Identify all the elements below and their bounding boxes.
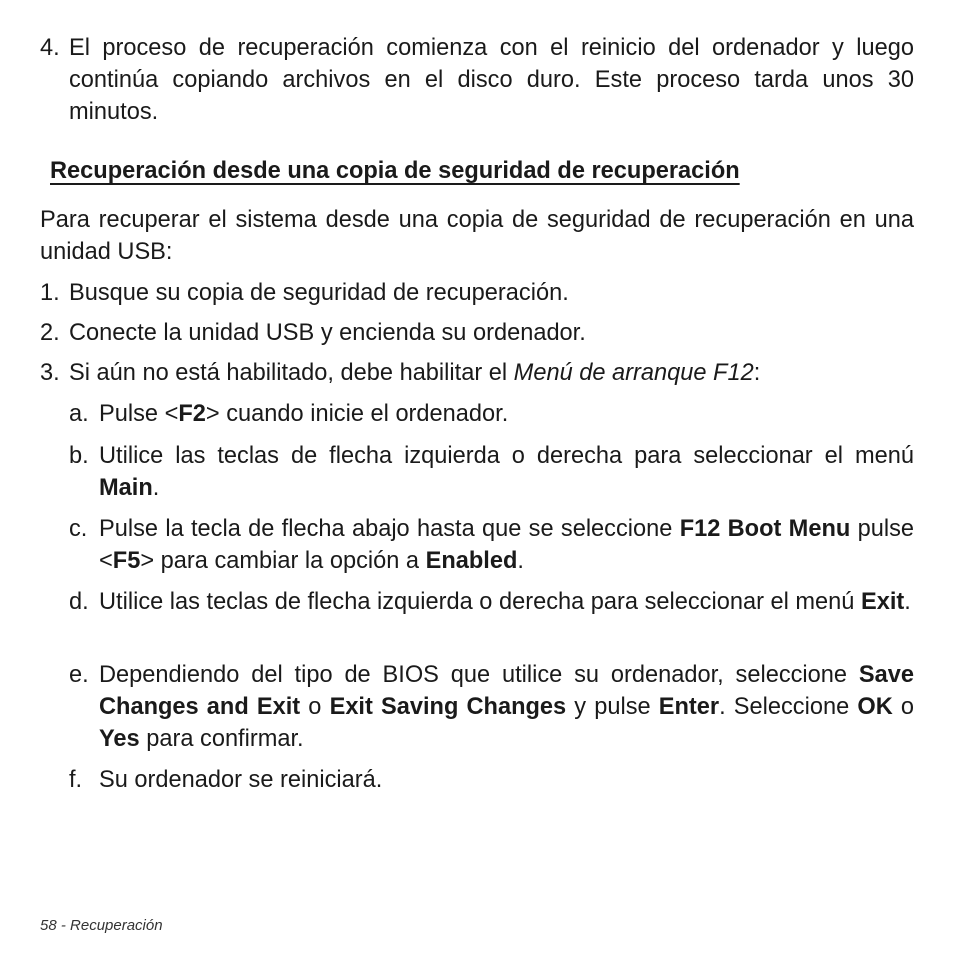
text-run: Si aún no está habilitado, debe habilitar el — [69, 360, 514, 386]
step-number: 4. — [40, 35, 60, 61]
text-run: : — [753, 360, 761, 386]
step-number: 1. — [40, 280, 60, 306]
text-run: . — [904, 589, 911, 615]
menu-name: Exit — [860, 589, 905, 615]
step-2 — [40, 317, 914, 349]
text-run: Pulse la tecla de flecha abajo hasta que se seleccione — [99, 516, 680, 542]
step-text: El proceso de recuperación comienza con el reinicio del ordenador y luego continúa copiando archivos en el disco duro. Este proceso tarda unos 30 minutos. — [69, 35, 914, 125]
substep-text — [99, 659, 914, 755]
substep-letter: d. — [69, 589, 89, 615]
option-name: Yes — [99, 726, 140, 752]
text-run: pulse < — [99, 516, 914, 574]
text-run: Pulse < — [99, 401, 179, 427]
menu-name: Main — [99, 475, 153, 501]
text-run: Dependiendo del tipo de BIOS que utilice su ordenador, seleccione — [99, 662, 859, 688]
step-text — [69, 357, 914, 389]
option-name: Save Changes and Exit — [99, 662, 914, 720]
text-run: para confirmar. — [139, 726, 304, 752]
key-name: F2 — [178, 401, 206, 427]
text-run: o — [892, 694, 915, 720]
option-value: Enabled — [425, 548, 518, 574]
section-heading: Recuperación desde una copia de seguridad de recuperación — [50, 158, 740, 184]
substep-c — [69, 513, 914, 577]
key-name: F5 — [112, 548, 141, 574]
step-number: 2. — [40, 320, 60, 346]
substep-letter: c. — [69, 516, 88, 542]
substep-letter: e. — [69, 662, 89, 688]
substep-text — [99, 440, 914, 504]
text-run: o — [300, 694, 330, 720]
substep-f — [69, 764, 914, 796]
text-run: Utilice las teclas de flecha izquierda o derecha para seleccionar el menú — [99, 443, 914, 469]
step-text: Busque su copia de seguridad de recuperación. — [69, 280, 569, 306]
substep-text — [99, 586, 914, 618]
substep-text — [99, 398, 914, 430]
substep-a — [69, 398, 914, 430]
text-run: . — [152, 475, 160, 501]
substep-text — [99, 513, 914, 577]
substep-letter: f. — [69, 767, 83, 793]
text-run: Utilice las teclas de flecha izquierda o derecha para seleccionar el menú — [99, 589, 861, 615]
text-run: > para cambiar la opción a — [140, 548, 426, 574]
text-run: y pulse — [566, 694, 659, 720]
substep-d — [69, 586, 914, 618]
substep-letter: b. — [69, 443, 89, 469]
menu-name-italic: Menú de arranque F12 — [513, 360, 754, 386]
substep-letter: a. — [69, 401, 89, 427]
step-1 — [40, 277, 914, 309]
substep-text: Su ordenador se reiniciará. — [99, 767, 383, 793]
substep-e — [69, 659, 914, 755]
step-3 — [40, 357, 914, 389]
menu-name: F12 Boot Menu — [679, 516, 851, 542]
substep-b — [69, 440, 914, 504]
text-run: . Seleccione — [719, 694, 858, 720]
step-text: Conecte la unidad USB y encienda su ordenador. — [69, 320, 586, 346]
page-footer: 58 - Recuperación — [40, 917, 163, 934]
text-run: > cuando inicie el ordenador. — [205, 401, 509, 427]
intro-paragraph: Para recuperar el sistema desde una copia de seguridad de recuperación en una unidad USB: — [40, 207, 914, 265]
step-number: 3. — [40, 360, 60, 386]
option-name: OK — [857, 694, 893, 720]
key-name: Enter — [658, 694, 720, 720]
text-run: . — [517, 548, 524, 574]
option-name: Exit Saving Changes — [329, 694, 567, 720]
step-4 — [40, 32, 914, 128]
